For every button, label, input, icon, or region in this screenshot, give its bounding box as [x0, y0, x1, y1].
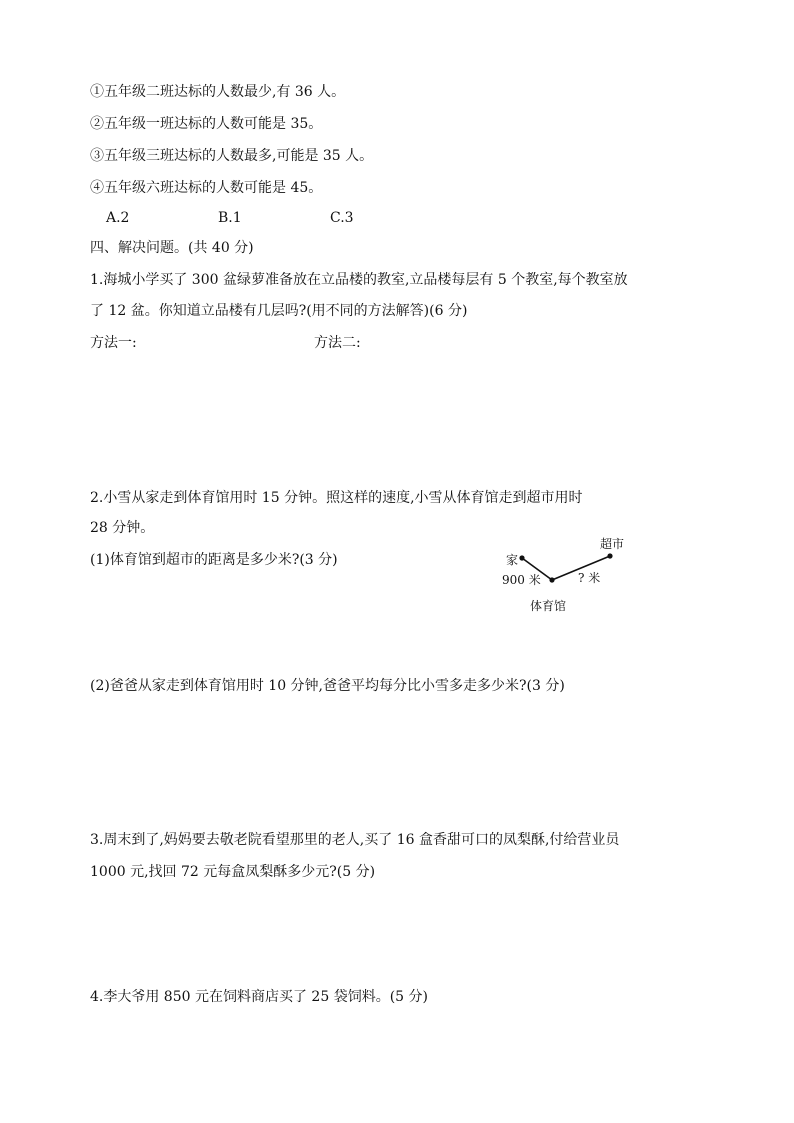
- statement-2: ②五年级一班达标的人数可能是 35。: [90, 116, 323, 132]
- home-label: 家: [506, 553, 519, 567]
- statement-1: ①五年级二班达标的人数最少,有 36 人。: [90, 84, 346, 100]
- q4-line-1: 4.李大爷用 850 元在饲料商店买了 25 袋饲料。(5 分): [90, 989, 428, 1005]
- market-label: 超市: [600, 537, 625, 551]
- option-a: A.2: [106, 210, 130, 226]
- q2-sub-question-1: (1)体育馆到超市的距离是多少米?(3 分): [90, 552, 338, 568]
- q3-line-1: 3.周末到了,妈妈要去敬老院看望那里的老人,买了 16 盒香甜可口的凤梨酥,付给营业员: [90, 832, 620, 848]
- option-c: C.3: [330, 210, 354, 226]
- market-point: [607, 553, 612, 558]
- section-title: 四、解决问题。(共 40 分): [90, 240, 254, 256]
- home-point: [519, 555, 524, 560]
- q1-method-2-label: 方法二:: [314, 335, 361, 351]
- option-b: B.1: [218, 210, 242, 226]
- q1-line-2: 了 12 盆。你知道立品楼有几层吗?(用不同的方法解答)(6 分): [90, 303, 468, 319]
- q2-line-1: 2.小雪从家走到体育馆用时 15 分钟。照这样的速度,小雪从体育馆走到超市用时: [90, 490, 583, 506]
- statement-4: ④五年级六班达标的人数可能是 45。: [90, 180, 323, 196]
- unknown-distance-label: ? 米: [578, 571, 601, 585]
- gym-point: [549, 577, 554, 582]
- q1-method-1-label: 方法一:: [90, 335, 137, 351]
- q2-line-2: 28 分钟。: [90, 520, 155, 536]
- known-distance-label: 900 米: [502, 573, 541, 587]
- q1-line-1: 1.海城小学买了 300 盆绿萝准备放在立品楼的教室,立品楼每层有 5 个教室,每个教室放: [90, 272, 628, 288]
- statement-3: ③五年级三班达标的人数最多,可能是 35 人。: [90, 148, 374, 164]
- gym-label: 体育馆: [530, 599, 567, 612]
- q2-sub-question-2: (2)爸爸从家走到体育馆用时 10 分钟,爸爸平均每分比小雪多走多少米?(3 分): [90, 678, 565, 694]
- q3-line-2: 1000 元,找回 72 元每盒凤梨酥多少元?(5 分): [90, 864, 376, 880]
- route-diagram: [488, 532, 648, 612]
